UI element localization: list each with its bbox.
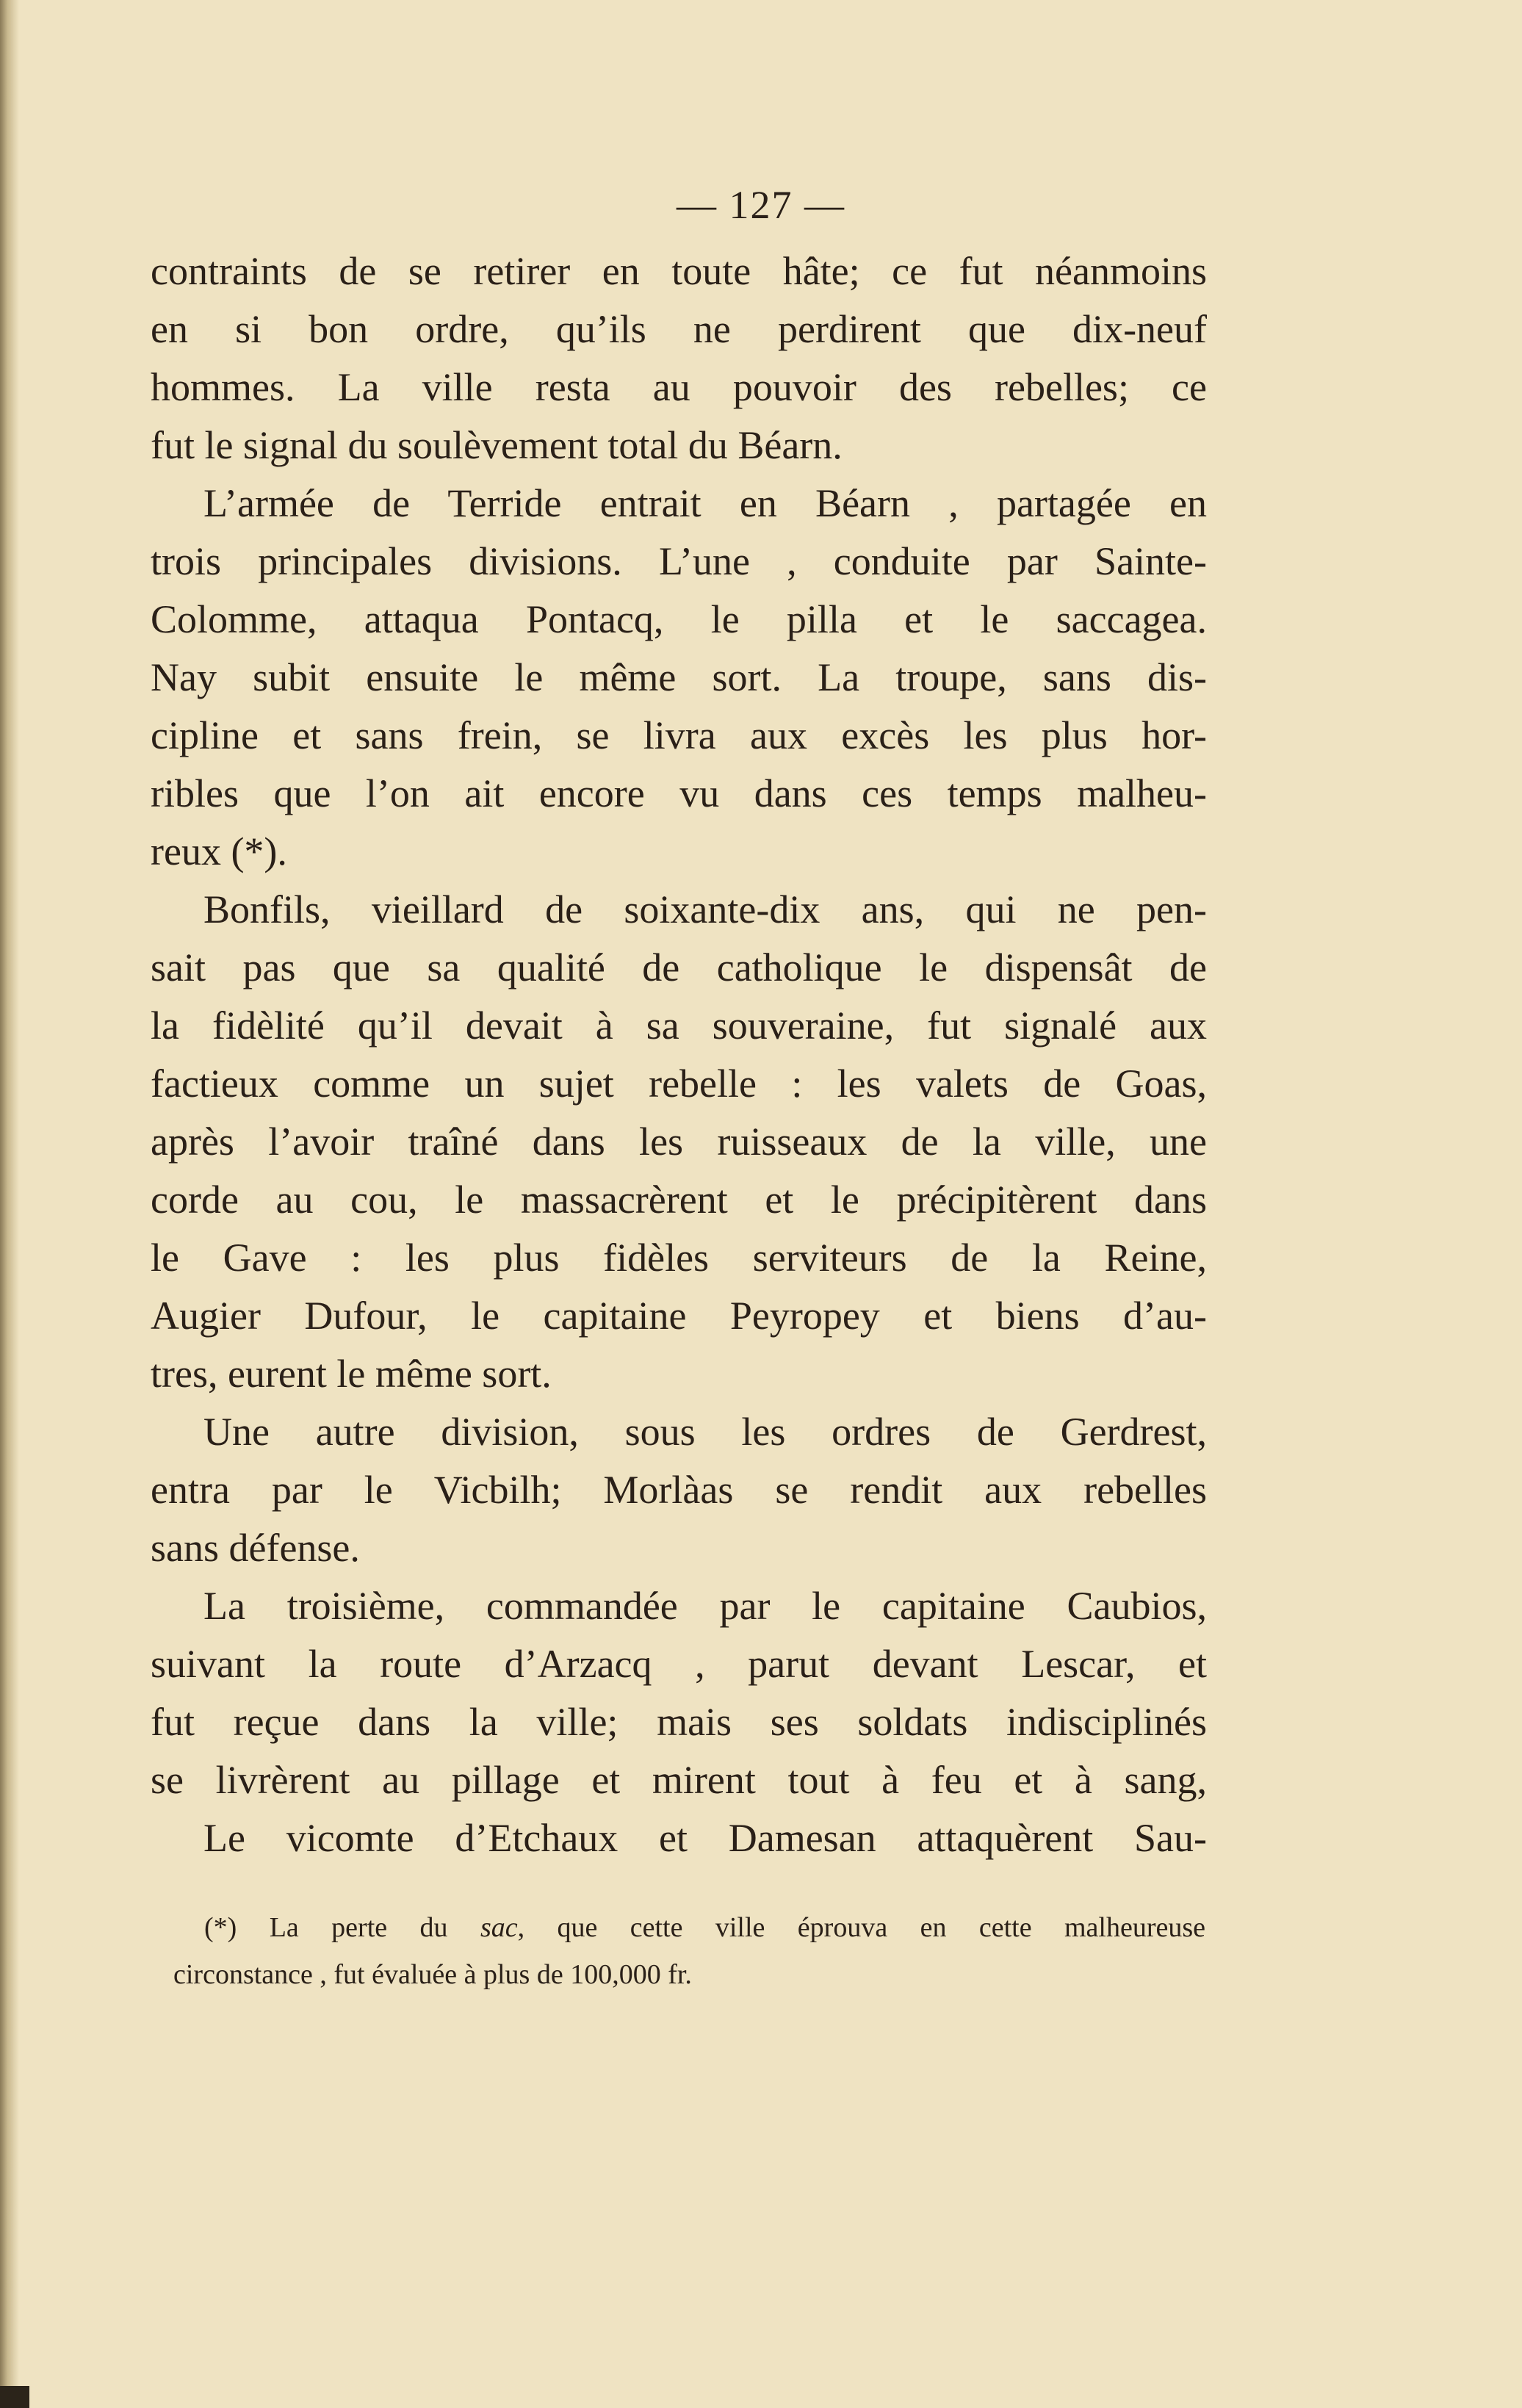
footnote-line — [173, 1904, 1205, 1951]
text-line: sans défense. — [151, 1526, 360, 1570]
footnote-text: , que cette ville éprouva en cette malheureuse — [517, 1912, 1205, 1943]
text-line: contraints de se retirer en toute hâte; ce fut néanmoins — [151, 249, 1207, 293]
text-line: fut reçue dans la ville; mais ses soldats indisciplinés — [151, 1700, 1207, 1744]
page-number: — 127 — — [677, 183, 845, 227]
text-line: sait pas que sa qualité de catholique le dispensât de — [151, 945, 1207, 989]
footnote — [173, 1904, 1205, 1998]
text-line: suivant la route d’Arzacq , parut devant Lescar, et — [151, 1642, 1207, 1686]
text-line: Bonfils, vieillard de soixante-dix ans, qui ne pen- — [203, 887, 1207, 931]
scan-corner-shadow — [0, 2386, 29, 2408]
text-line: ribles que l’on ait encore vu dans ces temps malheu- — [151, 771, 1207, 815]
footnote-italic: sac — [480, 1912, 518, 1943]
text-line: se livrèrent au pillage et mirent tout à feu et à sang, — [151, 1758, 1207, 1802]
text-line: Une autre division, sous les ordres de Gerdrest, — [203, 1410, 1207, 1454]
text-line: Nay subit ensuite le même sort. La troupe, sans dis- — [151, 655, 1207, 699]
text-line: cipline et sans frein, se livra aux excès les plus hor- — [151, 713, 1207, 757]
footnote-text: (*) La perte du — [204, 1912, 480, 1943]
text-line: hommes. La ville resta au pouvoir des rebelles; ce — [151, 365, 1207, 409]
text-line: après l’avoir traîné dans les ruisseaux de la ville, une — [151, 1120, 1207, 1164]
text-line: le Gave : les plus fidèles serviteurs de la Reine, — [151, 1236, 1207, 1280]
text-line: corde au cou, le massacrèrent et le précipitèrent dans — [151, 1178, 1207, 1222]
text-line: tres, eurent le même sort. — [151, 1352, 552, 1396]
text-line: reux (*). — [151, 829, 287, 873]
text-line: en si bon ordre, qu’ils ne perdirent que dix-neuf — [151, 307, 1207, 351]
text-line: trois principales divisions. L’une , conduite par Sainte- — [151, 539, 1207, 583]
text-line: factieux comme un sujet rebelle : les valets de Goas, — [151, 1061, 1207, 1106]
text-line: la fidèlité qu’il devait à sa souveraine, fut signalé aux — [151, 1003, 1207, 1048]
footnote-line: circonstance , fut évaluée à plus de 100,000 fr. — [173, 1959, 692, 1990]
text-line: La troisième, commandée par le capitaine Caubios, — [203, 1584, 1207, 1628]
text-line: L’armée de Terride entrait en Béarn , partagée en — [203, 481, 1207, 525]
body-text — [151, 242, 1207, 1867]
page-binding-edge — [0, 0, 19, 2408]
text-line: entra par le Vicbilh; Morlàas se rendit aux rebelles — [151, 1468, 1207, 1512]
text-line: fut le signal du soulèvement total du Béarn. — [151, 423, 843, 467]
text-line: Le vicomte d’Etchaux et Damesan attaquèrent Sau- — [203, 1816, 1207, 1860]
text-line: Colomme, attaqua Pontacq, le pilla et le saccagea. — [151, 597, 1207, 641]
text-line: Augier Dufour, le capitaine Peyropey et biens d’au- — [151, 1294, 1207, 1338]
